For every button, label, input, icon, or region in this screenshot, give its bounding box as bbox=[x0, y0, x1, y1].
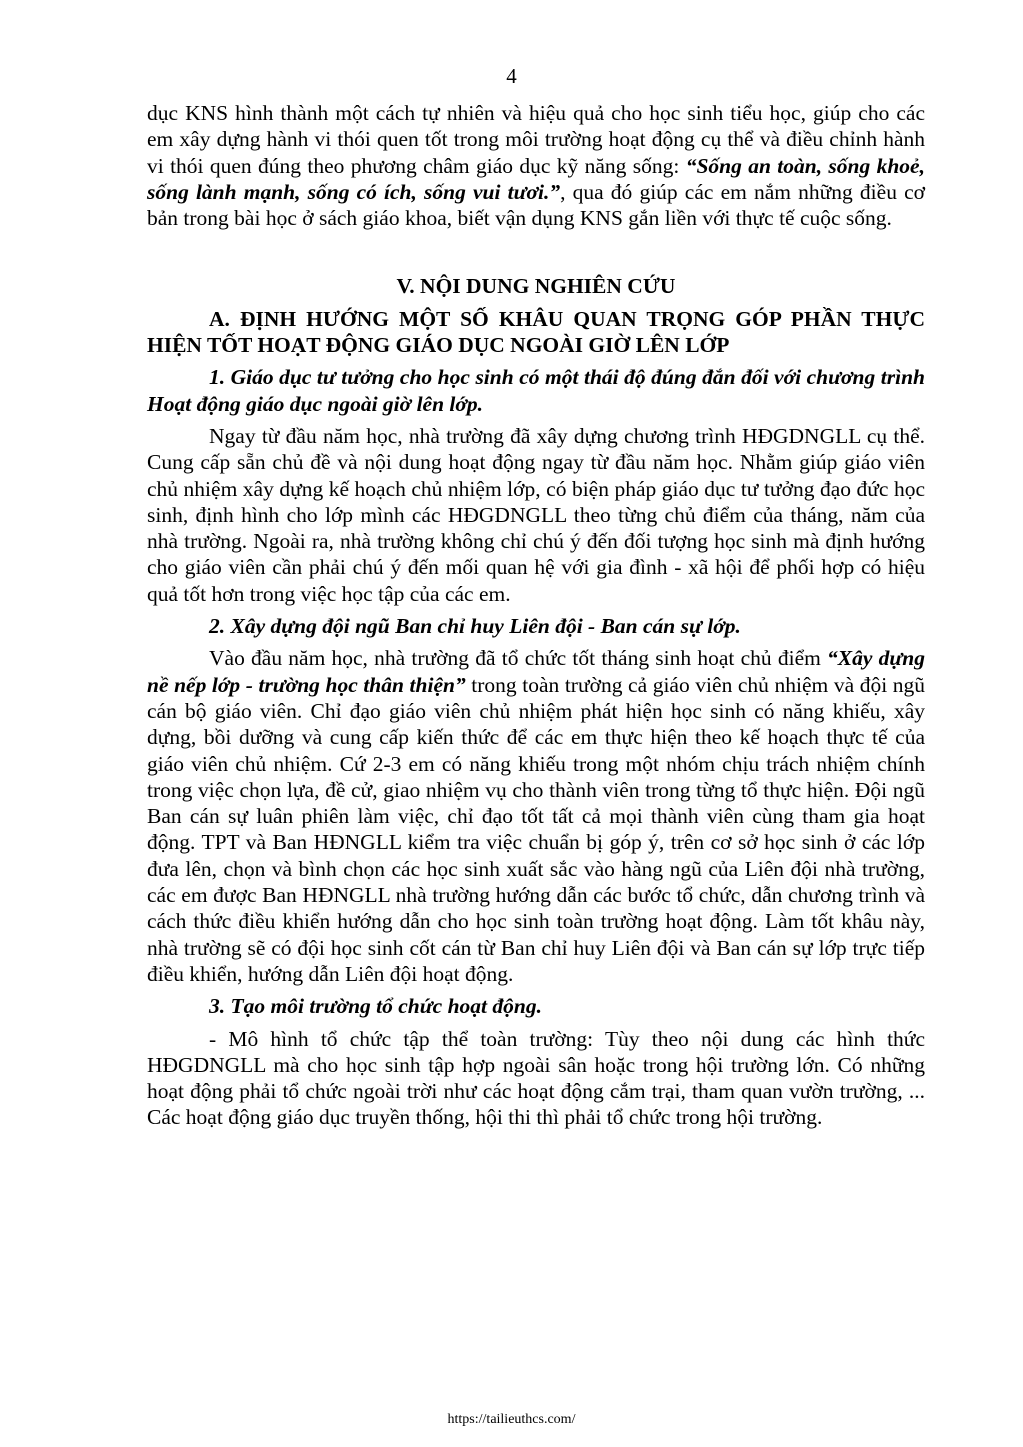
subsection-title: A. ĐỊNH HƯỚNG MỘT SỐ KHÂU QUAN TRỌNG GÓP PHẦN THỰC HIỆN TỐT HOẠT ĐỘNG GIÁO DỤC NGOÀI GIỜ LÊN LỚP bbox=[147, 306, 925, 358]
item2-body-after: trong toàn trường cả giáo viên chủ nhiệm và đội ngũ cán bộ giáo viên. Chỉ đạo giáo viên chủ nhiệm phát hiện học sinh có năng khiếu, xây dựng, bồi dưỡng và cung cấp kiến thức để các em thực hiện theo kế hoạch thực tế của giáo viên chủ nhiệm. Cứ 2-3 em có năng khiếu trong một nhóm chịu trách nhiệm chính trong việc chọn lựa, đề cử, giao nhiệm vụ cho thành viên trong từng tổ thực hiện. Đội ngũ Ban cán sự luân phiên làm việc, chỉ đạo tốt tất cả mọi thành viên cùng tham gia hoạt động. TPT và Ban HĐNGLL kiểm tra việc chuẩn bị góp ý, trên cơ sở học sinh ở các lớp đưa lên, chọn và bình chọn các học sinh xuất sắc vào hàng ngũ của Liên đội nhà trường, các em được Ban HĐNGLL nhà trường hướng dẫn các bước tổ chức, dẫn chương trình và cách thức điều khiển hướng dẫn cho học sinh toàn trường hoạt động. Làm tốt khâu này, nhà trường sẽ có đội học sinh cốt cán từ Ban chỉ huy Liên đội và Ban cán sự lớp trực tiếp điều khiển, hướng dẫn Liên đội hoạt động. bbox=[147, 672, 925, 986]
page-number: 4 bbox=[506, 64, 517, 88]
item2-heading: 2. Xây dựng đội ngũ Ban chỉ huy Liên đội - Ban cán sự lớp. bbox=[209, 614, 741, 639]
section-title: V. NỘI DUNG NGHIÊN CỨU bbox=[396, 274, 676, 299]
intro-text-before: dục KNS hình thành một cách tự nhiên và hiệu quả cho học sinh tiểu học, giúp cho các em xây dựng hành vi thói quen tốt trong môi trường hoạt động cụ thể và điều chỉnh hành vi thói quen đúng theo phương châm giáo dục kỹ năng sống: bbox=[147, 101, 925, 178]
document-body bbox=[147, 100, 925, 1131]
intro-text-after: , qua đó giúp các em nắm những điều cơ bản trong bài học ở sách giáo khoa, biết vận dụng KNS gắn liền với thực tế cuộc sống. bbox=[147, 179, 925, 231]
intro-paragraph bbox=[147, 100, 925, 231]
item3-body: - Mô hình tổ chức tập thể toàn trường: Tùy theo nội dung các hình thức HĐGDNGLL mà cho học sinh tập hợp ngoài sân hoặc trong hội trường lớn. Có những hoạt động phải tổ chức ngoài trời như các hoạt động cắm trại, tham quan vườn trường, ... Các hoạt động giáo dục truyền thống, hội thi thì phải tổ chức trong hội trường. bbox=[147, 1026, 925, 1130]
item2-quote: “Xây dựng nề nếp lớp - trường học thân thiện” bbox=[147, 646, 925, 697]
item2-body bbox=[147, 645, 925, 987]
item3-heading: 3. Tạo môi trường tổ chức hoạt động. bbox=[209, 994, 542, 1019]
footer-url[interactable]: https://tailieuthcs.com/ bbox=[447, 1412, 576, 1427]
item1-heading: 1. Giáo dục tư tưởng cho học sinh có một thái độ đúng đắn đối với chương trình Hoạt động giáo dục ngoài giờ lên lớp. bbox=[147, 365, 925, 416]
intro-quote: “Sống an toàn, sống khoẻ, sống lành mạnh, sống có ích, sống vui tươi.” bbox=[147, 153, 925, 204]
item1-body: Ngay từ đầu năm học, nhà trường đã xây dựng chương trình HĐGDNGLL cụ thể. Cung cấp sẵn chủ đề và nội dung hoạt động ngay từ đầu năm học. Nhằm giúp giáo viên chủ nhiệm xây dựng kế hoạch chủ nhiệm lớp, có biện pháp giáo dục tư tưởng đạo đức học sinh, định hình cho lớp mình các HĐGDNGLL theo từng chủ điểm của tháng, năm của nhà trường. Ngoài ra, nhà trường không chỉ chú ý đến đối tượng học sinh mà định hướng cho giáo viên cần phải chú ý đến mối quan hệ với gia đình - xã hội để phối hợp có hiệu quả tốt hơn trong việc học tập của các em. bbox=[147, 423, 925, 606]
item2-body-before: Vào đầu năm học, nhà trường đã tổ chức tốt tháng sinh hoạt chủ điểm bbox=[209, 646, 828, 671]
